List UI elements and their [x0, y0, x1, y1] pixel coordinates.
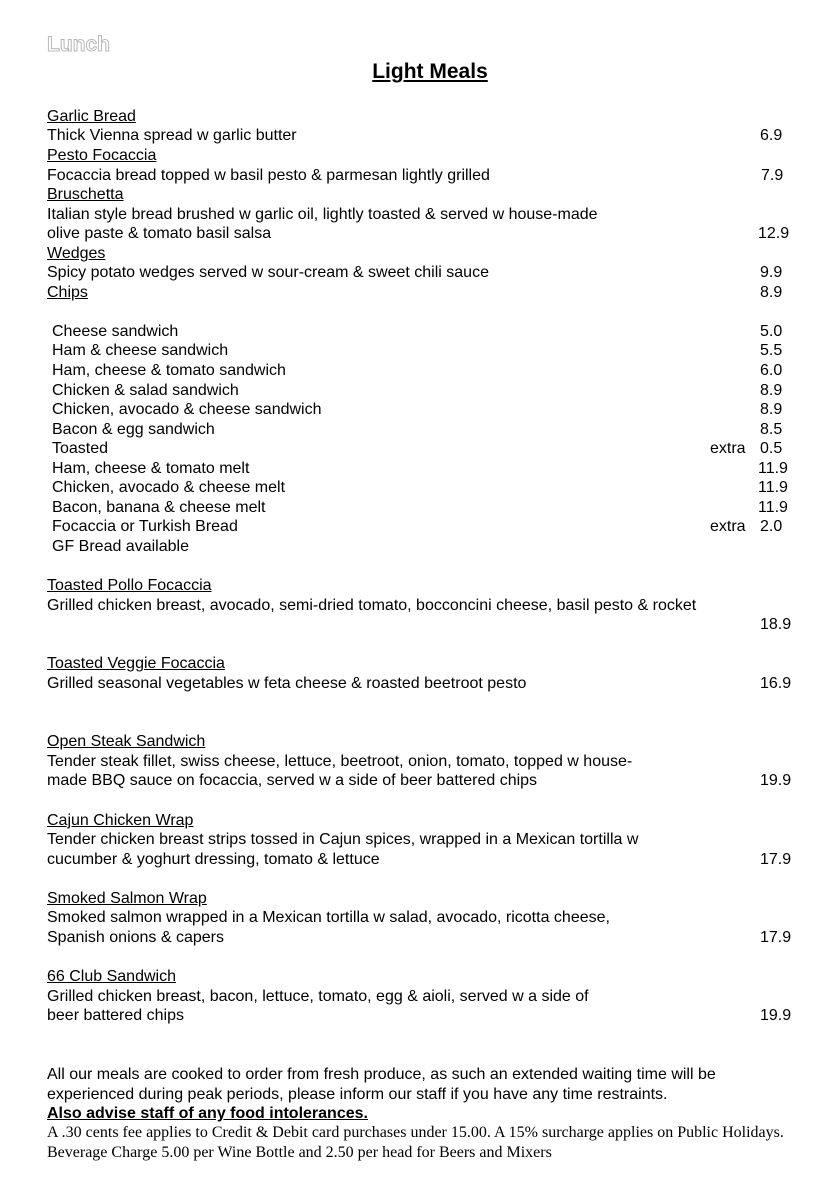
item-name: Garlic Bread — [47, 108, 136, 125]
item-description: Italian style bread brushed w garlic oil, lightly toasted & served w house-made — [47, 206, 598, 223]
sandwich-price: 2.0 — [760, 518, 783, 535]
sandwich-name: GF Bread available — [52, 538, 189, 555]
item-price: 17.9 — [760, 851, 792, 868]
item-description: made BBQ sauce on focaccia, served w a side of beer battered chips — [47, 772, 538, 789]
item-price: 9.9 — [760, 264, 783, 281]
sandwich-name: Chicken & salad sandwich — [52, 382, 239, 399]
sandwich-name: Ham & cheese sandwich — [52, 342, 229, 359]
sandwich-price: 8.9 — [760, 382, 783, 399]
item-price: 16.9 — [760, 675, 792, 692]
item-name: Toasted Pollo Focaccia — [47, 577, 212, 594]
item-description: Grilled seasonal vegetables w feta cheese & roasted beetroot pesto — [47, 675, 527, 692]
item-description: Grilled chicken breast, bacon, lettuce, tomato, egg & aioli, served w a side of — [47, 988, 589, 1005]
extra-label: extra — [710, 440, 746, 457]
item-description: Thick Vienna spread w garlic butter — [47, 127, 297, 144]
item-description: Smoked salmon wrapped in a Mexican tortilla w salad, avocado, ricotta cheese, — [47, 909, 610, 926]
sandwich-price: 11.9 — [758, 460, 788, 477]
fees-notice: A .30 cents fee applies to Credit & Debit card purchases under 15.00. A 15% surcharge applies on Public Holidays. Beverage Charge 5.00 per Wine Bottle and 2.50 per head for Beers and Mixers — [47, 1124, 784, 1161]
item-price: 6.9 — [760, 127, 783, 144]
item-name: Chips — [47, 284, 88, 301]
item-description: beer battered chips — [47, 1007, 184, 1024]
item-price: 18.9 — [760, 616, 792, 633]
item-price: 8.9 — [760, 284, 783, 301]
sandwich-name: Ham, cheese & tomato sandwich — [52, 362, 286, 379]
item-name: Cajun Chicken Wrap — [47, 812, 194, 829]
extra-label: extra — [710, 518, 746, 535]
sandwich-price: 6.0 — [760, 362, 783, 379]
item-description: Spanish onions & capers — [47, 929, 224, 946]
item-name: Pesto Focaccia — [47, 147, 157, 164]
sandwich-name: Toasted — [52, 440, 109, 457]
item-description: Tender steak fillet, swiss cheese, lettuce, beetroot, onion, tomato, topped w house- — [47, 753, 633, 770]
item-price: 7.9 — [761, 167, 784, 184]
item-price: 17.9 — [760, 929, 792, 946]
sandwich-price: 8.9 — [760, 401, 783, 418]
sandwich-name: Chicken, avocado & cheese melt — [52, 479, 286, 496]
item-price: 19.9 — [760, 772, 792, 789]
item-name: Open Steak Sandwich — [47, 733, 206, 750]
item-description: cucumber & yoghurt dressing, tomato & lettuce — [47, 851, 380, 868]
sandwich-name: Bacon, banana & cheese melt — [52, 499, 266, 516]
sandwich-name: Bacon & egg sandwich — [52, 421, 215, 438]
item-description: olive paste & tomato basil salsa — [47, 225, 272, 242]
sandwich-name: Focaccia or Turkish Bread — [52, 518, 238, 535]
item-name: 66 Club Sandwich — [47, 968, 176, 985]
item-name: Smoked Salmon Wrap — [47, 890, 207, 907]
sandwich-name: Ham, cheese & tomato melt — [52, 460, 250, 477]
lunch-heading: Lunch — [47, 33, 110, 56]
sandwich-name: Chicken, avocado & cheese sandwich — [52, 401, 322, 418]
item-description: Spicy potato wedges served w sour-cream & sweet chili sauce — [47, 264, 489, 281]
item-price: 12.9 — [758, 225, 790, 242]
item-name: Toasted Veggie Focaccia — [47, 655, 225, 672]
sandwich-name: Cheese sandwich — [52, 323, 179, 340]
item-description: Grilled chicken breast, avocado, semi-dried tomato, bocconcini cheese, basil pesto & rocket — [47, 597, 697, 614]
sandwich-price: 11.9 — [758, 479, 788, 496]
sandwich-price: 11.9 — [758, 499, 788, 516]
intolerance-notice: Also advise staff of any food intolerances. — [47, 1105, 368, 1122]
item-description: Tender chicken breast strips tossed in Cajun spices, wrapped in a Mexican tortilla w — [47, 831, 639, 848]
item-name: Wedges — [47, 245, 106, 262]
item-price: 19.9 — [760, 1007, 792, 1024]
sandwich-price: 0.5 — [760, 440, 783, 457]
page-title: Light Meals — [372, 60, 488, 83]
item-description: Focaccia bread topped w basil pesto & parmesan lightly grilled — [47, 167, 490, 184]
sandwich-price: 5.5 — [760, 342, 783, 359]
sandwich-price: 5.0 — [760, 323, 783, 340]
item-name: Bruschetta — [47, 186, 124, 203]
sandwich-price: 8.5 — [760, 421, 783, 438]
waiting-notice: All our meals are cooked to order from fresh produce, as such an extended waiting time will be experienced during peak periods, please inform our staff if you have any time restraints. — [47, 1066, 716, 1103]
